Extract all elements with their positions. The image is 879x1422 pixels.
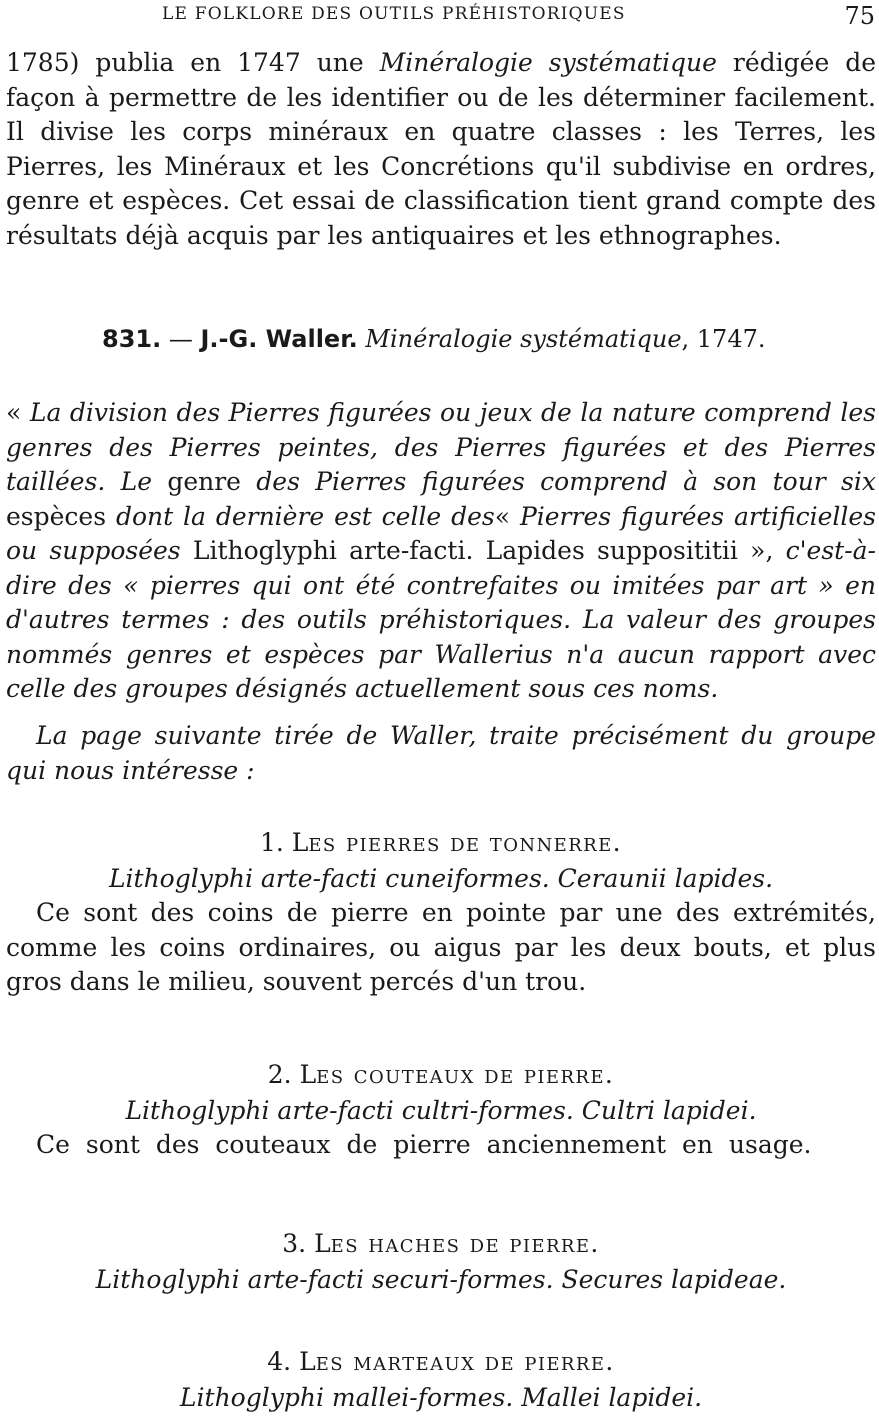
intro-text-rest: rédigée de façon à permettre de les identifier ou de les déterminer facilement. Il divise les corps minéraux en quatre classes : les Terres, les Pierres, les Minéraux et les Concrétions qu'il subdivise en ordres, genre et espèces. Cet essai de classification tient grand compte des résultats déjà acquis par les antiquaires et les ethnographes. <box>6 48 876 250</box>
quote-block <box>6 396 876 707</box>
intro-paragraph <box>6 46 876 253</box>
section-4 <box>6 1345 876 1415</box>
section-heading: 3. Les haches de pierre. <box>282 1229 600 1258</box>
quote-part-4: espèces <box>6 501 116 531</box>
quote-paragraph <box>6 396 876 707</box>
section-1 <box>6 826 876 1000</box>
quote-part-7: Pierres figurées artificielles ou supposées <box>6 501 876 565</box>
bibliography-entry <box>102 322 872 356</box>
running-title: LE FOLKLORE DES OUTILS PRÉHISTORIQUES <box>162 4 626 24</box>
section-heading: 1. Les pierres de tonnerre. <box>259 828 623 857</box>
quote-part-8: Lithoglyphi arte-facti. Lapides supposititii », <box>180 536 786 565</box>
page-header <box>0 2 879 28</box>
section-heading: 4. Les marteaux de pierre. <box>267 1347 615 1376</box>
section-latin-name: Lithoglyphi arte-facti cultri-formes. Cultri lapidei. <box>125 1096 757 1125</box>
quote-part-9: c'est-à-dire des « pierres qui ont été contrefaites ou imitées par art » en d'autres termes : des outils préhistoriques. La valeur des groupes nommés genres et espèces par Wallerius n'a aucun rapport avec celle des groupes désignés actuellement sous ces noms. <box>6 536 877 703</box>
entry-year: , 1747. <box>681 325 766 353</box>
section-latin-name: Lithoglyphi arte-facti securi-formes. Secures lapideae. <box>95 1265 787 1294</box>
entry-author: J.-G. Waller. <box>200 325 358 353</box>
next-paragraph-text: La page suivante tirée de Waller, traite précisément du groupe qui nous intéresse : <box>6 721 876 785</box>
quote-part-5: dont la dernière est celle des <box>115 501 495 531</box>
quote-part-3: des Pierres figurées comprend à son tour six <box>256 467 876 496</box>
quote-part-1: La division des Pierres figurées ou jeux de la nature comprend les genres des Pierres peintes, des Pierres figurées et des Pierres taillées. Le <box>6 398 876 496</box>
quote-open: « <box>6 398 30 427</box>
section-latin-name: Lithoglyphi mallei-formes. Mallei lapidei. <box>179 1383 703 1412</box>
entry-title: Minéralogie systématique <box>365 325 682 353</box>
quote-part-6: « <box>494 501 520 531</box>
next-paragraph-block <box>6 719 876 788</box>
section-latin-name: Lithoglyphi arte-facti cuneiformes. Ceraunii lapides. <box>108 864 774 893</box>
entry-dash: — <box>161 325 201 353</box>
next-paragraph <box>6 719 876 788</box>
entry-number: 831. <box>102 325 162 353</box>
intro-paragraph-block <box>6 46 876 253</box>
quote-part-2: genre <box>152 467 257 496</box>
section-2 <box>6 1058 876 1163</box>
intro-book-title: Minéralogie systématique <box>379 48 717 77</box>
section-3 <box>6 1227 876 1297</box>
section-heading: 2. Les couteaux de pierre. <box>267 1060 615 1089</box>
intro-text-start: 1785) publia en 1747 une <box>6 48 380 77</box>
section-description: Ce sont des coins de pierre en pointe par une des extrémités, comme les coins ordinaires, ou aigus par les deux bouts, et plus gros dans le milieu, souvent percés d'un trou. <box>6 898 876 996</box>
page-number: 75 <box>844 2 875 30</box>
section-description: Ce sont des couteaux de pierre anciennement en usage. <box>36 1130 812 1159</box>
